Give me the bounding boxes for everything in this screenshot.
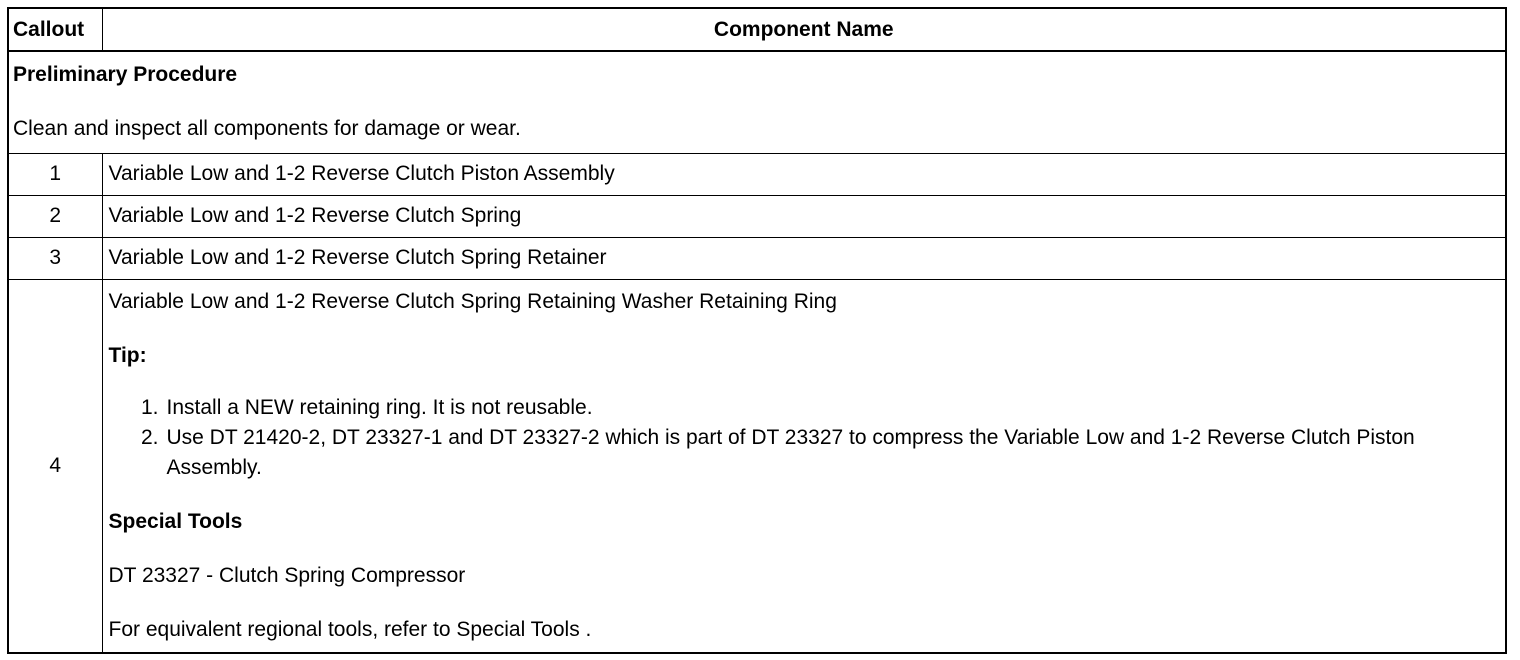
callout-cell: 3: [8, 237, 102, 279]
component-name-cell: [102, 279, 1506, 653]
callout-column-header: Callout: [8, 8, 102, 51]
component-name-cell: Variable Low and 1-2 Reverse Clutch Spring Retainer: [102, 237, 1506, 279]
special-tools-label: Special Tools: [108, 509, 243, 533]
preliminary-procedure-text: Clean and inspect all components for damage or wear.: [13, 117, 521, 141]
regional-tools-text: For equivalent regional tools, refer to Special Tools .: [108, 617, 592, 641]
preliminary-procedure-cell: [8, 51, 1506, 153]
component-name-column-header: Component Name: [102, 8, 1506, 51]
preliminary-procedure-title: Preliminary Procedure: [13, 63, 238, 87]
table-row: [8, 195, 1506, 237]
callout-cell: 2: [8, 195, 102, 237]
table-row: [8, 153, 1506, 195]
component-name-cell: Variable Low and 1-2 Reverse Clutch Piston Assembly: [102, 153, 1506, 195]
component-name-text: Variable Low and 1-2 Reverse Clutch Spring Retaining Washer Retaining Ring: [108, 289, 837, 313]
list-item: [109, 423, 1506, 483]
list-item: [109, 393, 1506, 423]
table-header-row: [8, 8, 1506, 51]
callout-cell: 4: [8, 279, 102, 653]
table-row: [8, 279, 1506, 653]
step-number: 1.: [140, 395, 159, 419]
tip-label: Tip:: [108, 343, 147, 367]
component-table: [7, 7, 1507, 654]
special-tool-text: DT 23327 - Clutch Spring Compressor: [108, 563, 466, 587]
component-name-cell: Variable Low and 1-2 Reverse Clutch Spring: [102, 195, 1506, 237]
step-text: Install a NEW retaining ring. It is not reusable.: [166, 395, 593, 419]
step-number: 2.: [140, 425, 159, 449]
callout-cell: 1: [8, 153, 102, 195]
table-row: [8, 237, 1506, 279]
preliminary-procedure-row: [8, 51, 1506, 153]
tip-steps-list: [109, 393, 1506, 483]
step-text: Use DT 21420-2, DT 23327-1 and DT 23327-2 which is part of DT 23327 to compress the Variable Low and 1-2 Reverse Clutch Piston Assembly.: [166, 425, 1415, 479]
